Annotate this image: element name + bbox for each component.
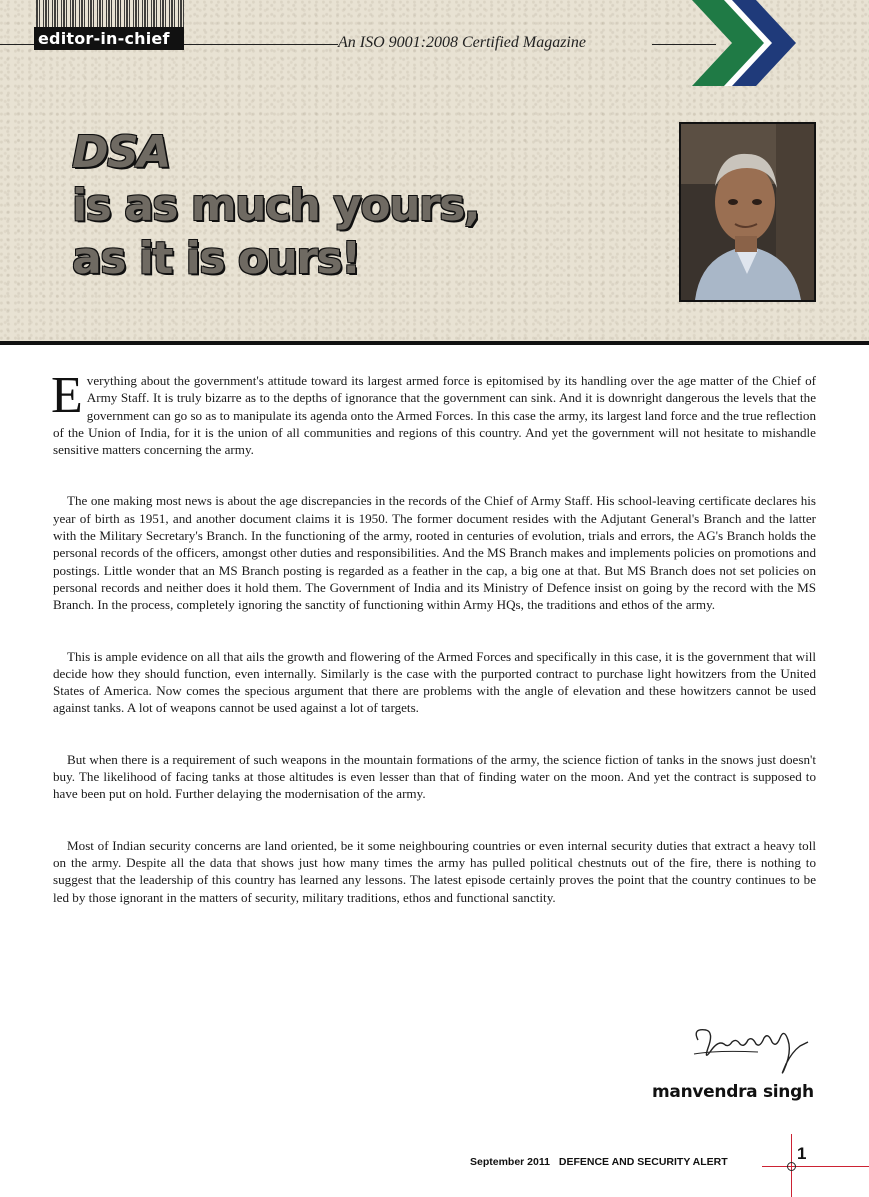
registration-mark-icon xyxy=(787,1162,796,1171)
drop-cap: E xyxy=(51,367,83,424)
headline-line-3: as it is ours! xyxy=(72,233,360,284)
issue-date: September 2011 xyxy=(470,1156,550,1168)
header-rule-left xyxy=(0,44,34,45)
page-headline xyxy=(72,126,632,285)
page-footer xyxy=(470,1156,780,1168)
paragraph-1 xyxy=(51,367,816,458)
author-name: manvendra singh xyxy=(652,1082,814,1102)
headline-line-1: DSA xyxy=(72,127,170,178)
paragraph-3: This is ample evidence on all that ails the growth and flowering of the Armed Forces and specifically in this case, it is the government that will decide how they should function, even internally. Similarly is the case with the purported contract to purchase light howitzers from the United States of America. Now comes the specious argument that there are problems with the angle of elevation and these howitzers cannot be used against tanks. A lot of weapons cannot be used against a lot of targets. xyxy=(53,648,816,716)
chevron-logo-icon xyxy=(690,0,800,86)
headline-line-2: is as much yours, xyxy=(72,180,480,231)
header-band xyxy=(0,0,869,341)
header-divider xyxy=(0,341,869,345)
paragraph-4: But when there is a requirement of such weapons in the mountain formations of the army, the science fiction of tanks in the snows just doesn't buy. The likelihood of facing tanks at those altitudes is even lesser than that of finding water on the moon. And yet the contract is supposed to have been put on hold. Further delaying the modernisation of the army. xyxy=(53,751,816,802)
paragraph-2: The one making most news is about the age discrepancies in the records of the Chief of Army Staff. His school-leaving certificate declares his year of birth as 1951, and another document claims it is 1950. The former document resides with the Adjutant General's Branch and the latter with the Military Secretary's Branch. In the functioning of the army, rooted in centuries of evolution, trials and errors, the AG's Branch holds the personal records of the officers, amongst other duties and responsibilities. And the MS Branch makes and implements policies on promotions and postings. Little wonder that an MS Branch posting is regarded as a feather in the cap, a big one at that. But MS Branch does not set policies on personal records and neither does it hold them. The Government of India and its Ministry of Defence insist on going by the record with the MS Branch. In the process, completely ignoring the sanctity of functioning within Army HQs, the traditions and ethos of the army. xyxy=(53,493,816,613)
author-photo xyxy=(679,122,816,302)
section-label: editor-in-chief xyxy=(34,27,184,50)
page-number: 1 xyxy=(797,1144,807,1163)
editorial-body xyxy=(51,367,816,940)
crop-mark-horizontal xyxy=(762,1166,869,1167)
paragraph-1-text: verything about the government's attitude toward its largest armed force is epitomised by its handling over the age matter of the Chief of Army Staff. It is truly bizarre as to the depths of ignorance that the government can sink. And it is downright dangerous the levels that the government can go so as to manipulate its agenda onto the Armed Forces. In this case the army, its largest land force and the true reflection of the Union of India, for it is the union of all communities and regions of this country. And yet the government will not hesitate to mishandle sensitive matters concerning the army. xyxy=(53,373,816,458)
handwritten-signature-icon xyxy=(688,1018,818,1082)
portrait-illustration xyxy=(681,124,814,300)
magazine-name: DEFENCE AND SECURITY ALERT xyxy=(558,1156,728,1168)
paragraph-5: Most of Indian security concerns are land oriented, be it some neighbouring countries or even internal security duties that extract a heavy toll on the army. Despite all the data that shows just how many times the army has pulled political chestnuts out of the fire, there is nothing to suggest that the leadership of this country has learned any lessons. The latest episode certainly proves the point that the country continues to be led by those ignorant in the matters of security, military traditions, ethos and functional sanctity. xyxy=(53,837,816,905)
magazine-tagline: An ISO 9001:2008 Certified Magazine xyxy=(338,34,586,51)
header-rule-middle xyxy=(184,44,338,45)
barcode-graphic xyxy=(36,0,184,28)
